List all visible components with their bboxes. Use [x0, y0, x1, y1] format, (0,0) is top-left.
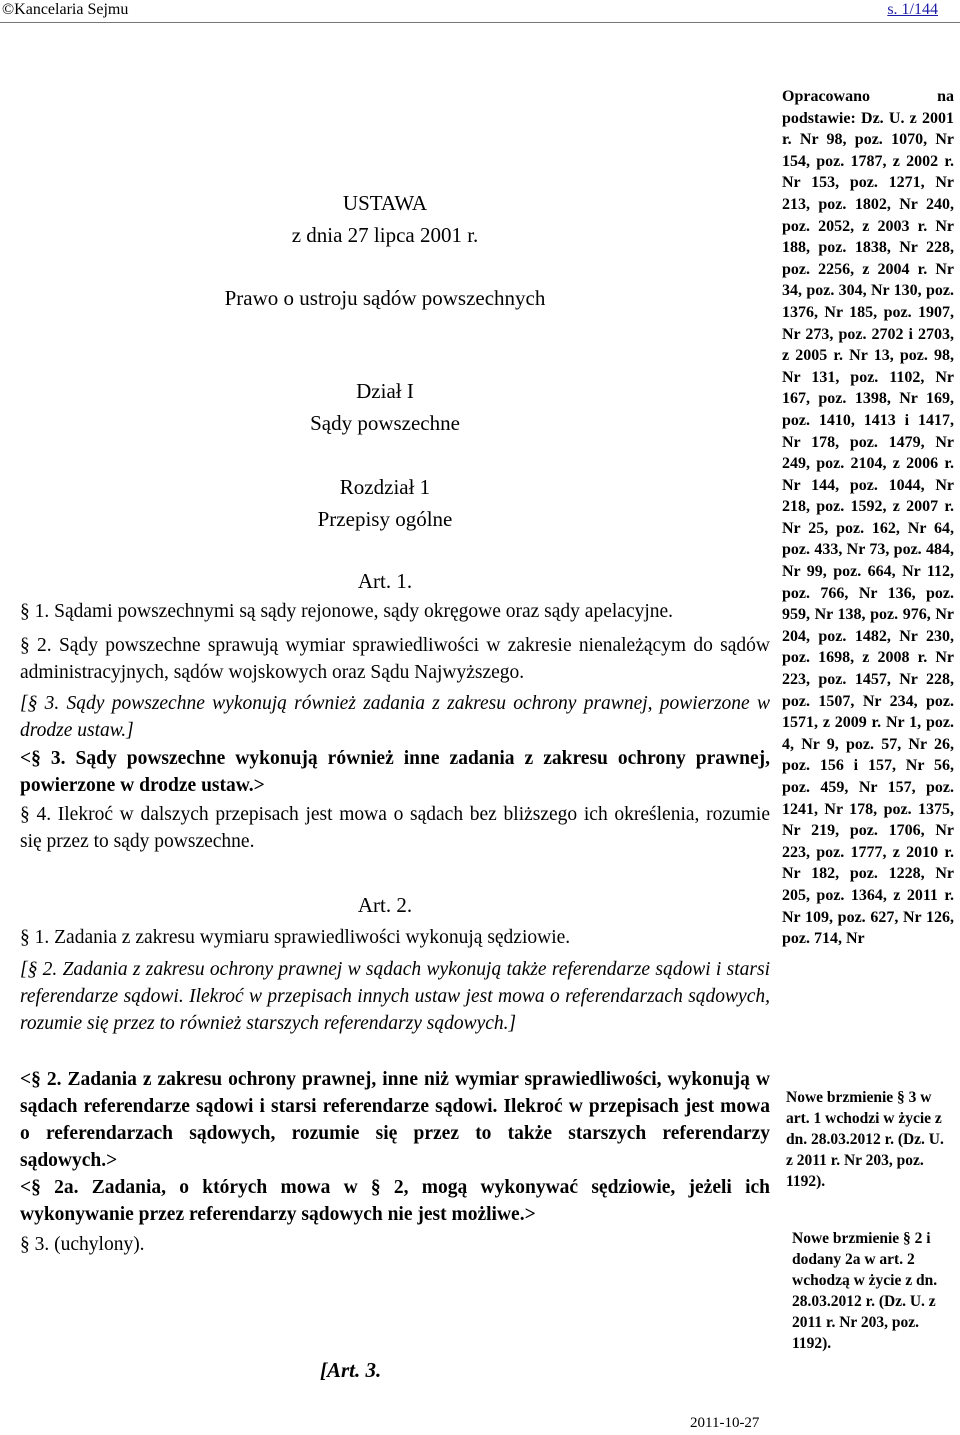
amendment-note-art2: Nowe brzmienie § 2 i dodany 2a w art. 2 wchodzą w życie z dn. 28.03.2012 r. (Dz. U. z 2011 r. Nr 203, poz. 1192).	[792, 1228, 954, 1354]
act-date: z dnia 27 lipca 2001 r.	[291, 223, 479, 247]
document-date: 2011-10-27	[690, 1415, 760, 1431]
art2-par2-old: [§ 2. Zadania z zakresu ochrony prawnej w sądach wykonują także referendarze sądowi i starsi referendarze sądowi. Ilekroć w przepisach innych ustaw jest mowa o referendarzach sądowych, rozumie się przez to również starszych referendarzy sądowych.]	[20, 959, 770, 1034]
art2-par2-new: <§ 2. Zadania z zakresu ochrony prawnej, inne niż wymiar sprawiedliwości, wykonują w sądach referendarze sądowi i starsi referendarze sądowi. Ilekroć w przepisach jest mowa o referendarzach sądowych, rozumie się przez to także starszych referendarzy sądowych.>	[20, 1069, 770, 1171]
chapter-title: Przepisy ogólne	[317, 507, 453, 531]
art2-par1: § 1. Zadania z zakresu wymiaru sprawiedliwości wykonują sędziowie.	[20, 927, 571, 948]
art1-par1: § 1. Sądami powszechnymi są sądy rejonowe, sądy okręgowe oraz sądy apelacyjne.	[20, 601, 674, 622]
article-1-heading: Art. 1.	[357, 569, 413, 593]
header-divider	[0, 22, 960, 23]
art1-par4: § 4. Ilekroć w dalszych przepisach jest mowa o sądach bez bliższego ich określenia, rozumie się przez to sądy powszechne.	[20, 804, 770, 852]
art1-par3-new: <§ 3. Sądy powszechne wykonują również inne zadania z zakresu ochrony prawnej, powierzone w drodze ustaw.>	[20, 748, 770, 796]
art1-par2: § 2. Sądy powszechne sprawują wymiar sprawiedliwości w zakresie nienależącym do sądów administracyjnych, sądów wojskowych oraz Sądu Najwyższego.	[20, 635, 770, 683]
act-title: Prawo o ustroju sądów powszechnych	[224, 286, 546, 310]
art1-par3-old: [§ 3. Sądy powszechne wykonują również zadania z zakresu ochrony prawnej, powierzone w drodze ustaw.]	[20, 693, 770, 741]
chapter-number: Rozdział 1	[339, 475, 431, 499]
art2-par2a-new: <§ 2a. Zadania, o których mowa w § 2, mogą wykonywać sędziowie, jeżeli ich wykonywanie przez referendarzy sądowych nie jest możliwe.>	[20, 1177, 770, 1225]
page-number-link[interactable]: s. 1/144	[887, 1, 938, 18]
amendment-note-art1: Nowe brzmienie § 3 w art. 1 wchodzi w życie z dn. 28.03.2012 r. (Dz. U. z 2011 r. Nr 203, poz. 1192).	[786, 1087, 948, 1192]
division-title: Sądy powszechne	[310, 411, 460, 435]
source-note: Opracowano na podstawie: Dz. U. z 2001 r. Nr 98, poz. 1070, Nr 154, poz. 1787, z 2002 r. Nr 153, poz. 1271, Nr 213, poz. 1802, Nr 240, poz. 2052, z 2003 r. Nr 188, poz. 1838, Nr 228, poz. 2256, z 2004 r. Nr 34, poz. 304, Nr 130, poz. 1376, Nr 185, poz. 1907, Nr 273, poz. 2702 i 2703, z 2005 r. Nr 13, poz. 98, Nr 131, poz. 1102, Nr 167, poz. 1398, Nr 169, poz. 1410, 1413 i 1417, Nr 178, poz. 1479, Nr 249, poz. 2104, z 2006 r. Nr 144, poz. 1044, Nr 218, poz. 1592, z 2007 r. Nr 25, poz. 162, Nr 64, poz. 433, Nr 73, poz. 484, Nr 99, poz. 664, Nr 112, poz. 766, Nr 136, poz. 959, Nr 138, poz. 976, Nr 204, poz. 1482, Nr 230, poz. 1698, z 2008 r. Nr 223, poz. 1457, Nr 228, poz. 1507, Nr 234, poz. 1571, z 2009 r. Nr 1, poz. 4, Nr 9, poz. 57, Nr 26, poz. 156 i 157, Nr 56, poz. 459, Nr 157, poz. 1241, Nr 178, poz. 1375, Nr 219, poz. 1706, Nr 223, poz. 1777, z 2010 r. Nr 182, poz. 1228, Nr 205, poz. 1364, z 2011 r. Nr 109, poz. 627, Nr 126, poz. 714, Nr	[782, 88, 954, 948]
division-number: Dział I	[356, 379, 414, 403]
article-3-heading: [Art. 3.	[320, 1358, 382, 1382]
header-publisher: ©Kancelaria Sejmu	[2, 1, 129, 18]
act-type: USTAWA	[342, 191, 428, 215]
art2-par3: § 3. (uchylony).	[20, 1234, 145, 1255]
article-2-heading: Art. 2.	[357, 893, 413, 917]
